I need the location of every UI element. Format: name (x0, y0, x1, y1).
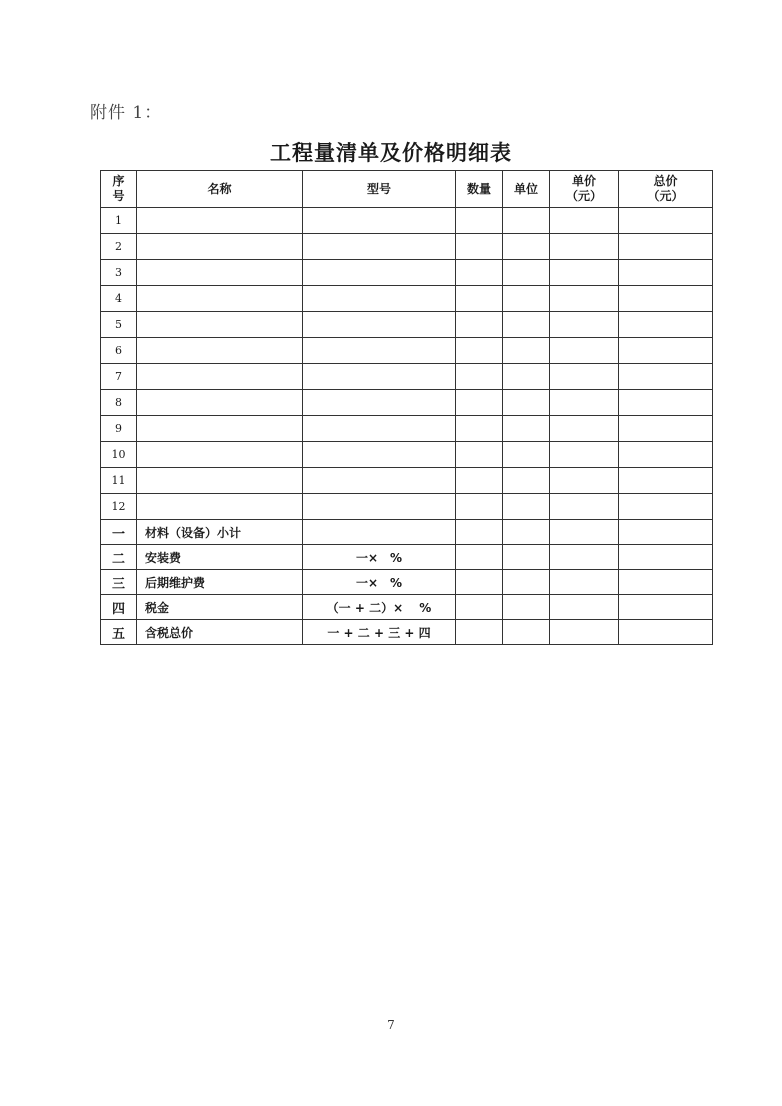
cell-qty (456, 442, 503, 468)
table-row (101, 234, 713, 260)
cell-unit (503, 260, 550, 286)
cell-unit-price (550, 595, 619, 620)
cell-qty (456, 494, 503, 520)
cell-unit (503, 234, 550, 260)
cell-name (137, 416, 303, 442)
cell-total-price (619, 520, 713, 545)
cell-model (303, 468, 456, 494)
cell-seq: 6 (101, 338, 137, 364)
cell-model (303, 390, 456, 416)
cell-unit-price (550, 442, 619, 468)
cell-unit (503, 416, 550, 442)
cell-unit-price (550, 416, 619, 442)
cell-unit (503, 468, 550, 494)
cell-total-price (619, 416, 713, 442)
cell-model (303, 494, 456, 520)
cell-seq: 2 (101, 234, 137, 260)
cell-name: 材料（设备）小计 (137, 520, 303, 545)
cell-seq: 四 (101, 595, 137, 620)
cell-seq: 五 (101, 620, 137, 645)
cell-name (137, 338, 303, 364)
cell-seq: 5 (101, 312, 137, 338)
cell-name (137, 442, 303, 468)
table-row (101, 338, 713, 364)
cell-qty (456, 364, 503, 390)
attachment-label: 附件 1： (90, 103, 163, 123)
header-qty: 数量 (456, 171, 503, 208)
cell-unit (503, 208, 550, 234)
header-total-price: 总价（元） (619, 171, 713, 208)
header-unit: 单位 (503, 171, 550, 208)
cell-unit-price (550, 620, 619, 645)
cell-total-price (619, 570, 713, 595)
cell-unit (503, 595, 550, 620)
cell-qty (456, 545, 503, 570)
cell-formula: （一 + 二）× % (303, 595, 456, 620)
cell-name (137, 260, 303, 286)
cell-unit-price (550, 364, 619, 390)
cell-qty (456, 208, 503, 234)
cell-unit (503, 442, 550, 468)
header-model: 型号 (303, 171, 456, 208)
cell-qty (456, 468, 503, 494)
cell-qty (456, 416, 503, 442)
cell-name (137, 208, 303, 234)
cell-name (137, 468, 303, 494)
table-row (101, 286, 713, 312)
cell-qty (456, 520, 503, 545)
cell-name (137, 364, 303, 390)
cell-total-price (619, 234, 713, 260)
cell-seq: 12 (101, 494, 137, 520)
cell-unit (503, 390, 550, 416)
cell-qty (456, 570, 503, 595)
cell-seq: 3 (101, 260, 137, 286)
cell-seq: 一 (101, 520, 137, 545)
cell-model (303, 234, 456, 260)
cell-qty (456, 620, 503, 645)
cell-unit-price (550, 312, 619, 338)
cell-formula: 一 + 二 + 三 + 四 (303, 620, 456, 645)
cell-name: 安装费 (137, 545, 303, 570)
cell-seq: 三 (101, 570, 137, 595)
cell-name (137, 494, 303, 520)
cell-total-price (619, 620, 713, 645)
cell-unit (503, 286, 550, 312)
cell-seq: 7 (101, 364, 137, 390)
cell-total-price (619, 494, 713, 520)
cell-seq: 4 (101, 286, 137, 312)
cell-model (303, 338, 456, 364)
summary-row (101, 620, 713, 645)
cell-name (137, 312, 303, 338)
cell-total-price (619, 442, 713, 468)
table-row (101, 364, 713, 390)
cell-unit-price (550, 390, 619, 416)
cell-unit-price (550, 545, 619, 570)
page-number: 7 (387, 1018, 395, 1032)
cell-unit (503, 364, 550, 390)
cell-unit-price (550, 234, 619, 260)
cell-unit-price (550, 468, 619, 494)
cell-unit-price (550, 570, 619, 595)
summary-row (101, 520, 713, 545)
cell-unit (503, 545, 550, 570)
cell-seq: 9 (101, 416, 137, 442)
cell-unit-price (550, 494, 619, 520)
cell-model (303, 208, 456, 234)
cell-name: 后期维护费 (137, 570, 303, 595)
cell-name (137, 234, 303, 260)
summary-row (101, 570, 713, 595)
cell-seq: 11 (101, 468, 137, 494)
cell-unit-price (550, 286, 619, 312)
cell-qty (456, 338, 503, 364)
cell-total-price (619, 286, 713, 312)
table-row (101, 312, 713, 338)
cell-unit (503, 338, 550, 364)
cell-total-price (619, 595, 713, 620)
cell-unit-price (550, 520, 619, 545)
cell-qty (456, 286, 503, 312)
cell-formula: 一× % (303, 570, 456, 595)
header-seq: 序号 (101, 171, 137, 208)
cell-unit (503, 494, 550, 520)
table-row (101, 442, 713, 468)
table-row (101, 416, 713, 442)
summary-row (101, 595, 713, 620)
table-body (101, 208, 713, 645)
cell-unit-price (550, 208, 619, 234)
cell-qty (456, 234, 503, 260)
cell-name: 含税总价 (137, 620, 303, 645)
cell-total-price (619, 545, 713, 570)
cell-model (303, 364, 456, 390)
cell-unit (503, 570, 550, 595)
cell-total-price (619, 390, 713, 416)
cell-name (137, 286, 303, 312)
cell-total-price (619, 208, 713, 234)
cell-formula (303, 520, 456, 545)
cell-model (303, 286, 456, 312)
summary-row (101, 545, 713, 570)
cell-unit (503, 520, 550, 545)
table-row (101, 494, 713, 520)
cell-seq: 1 (101, 208, 137, 234)
cell-model (303, 312, 456, 338)
table-row (101, 390, 713, 416)
cell-unit-price (550, 338, 619, 364)
cell-model (303, 442, 456, 468)
cell-seq: 二 (101, 545, 137, 570)
cell-total-price (619, 312, 713, 338)
cell-seq: 10 (101, 442, 137, 468)
cell-model (303, 416, 456, 442)
header-row (101, 171, 713, 208)
cell-total-price (619, 468, 713, 494)
table-row (101, 208, 713, 234)
header-name: 名称 (137, 171, 303, 208)
cell-qty (456, 595, 503, 620)
cell-model (303, 260, 456, 286)
header-unit-price: 单价（元） (550, 171, 619, 208)
cell-qty (456, 260, 503, 286)
cell-seq: 8 (101, 390, 137, 416)
cell-total-price (619, 260, 713, 286)
price-detail-table (100, 170, 713, 645)
cell-total-price (619, 364, 713, 390)
cell-total-price (619, 338, 713, 364)
table-row (101, 260, 713, 286)
cell-qty (456, 390, 503, 416)
cell-formula: 一× % (303, 545, 456, 570)
cell-unit-price (550, 260, 619, 286)
page-title: 工程量清单及价格明细表 (270, 141, 512, 165)
cell-unit (503, 312, 550, 338)
cell-name: 税金 (137, 595, 303, 620)
cell-name (137, 390, 303, 416)
cell-unit (503, 620, 550, 645)
table-row (101, 468, 713, 494)
cell-qty (456, 312, 503, 338)
